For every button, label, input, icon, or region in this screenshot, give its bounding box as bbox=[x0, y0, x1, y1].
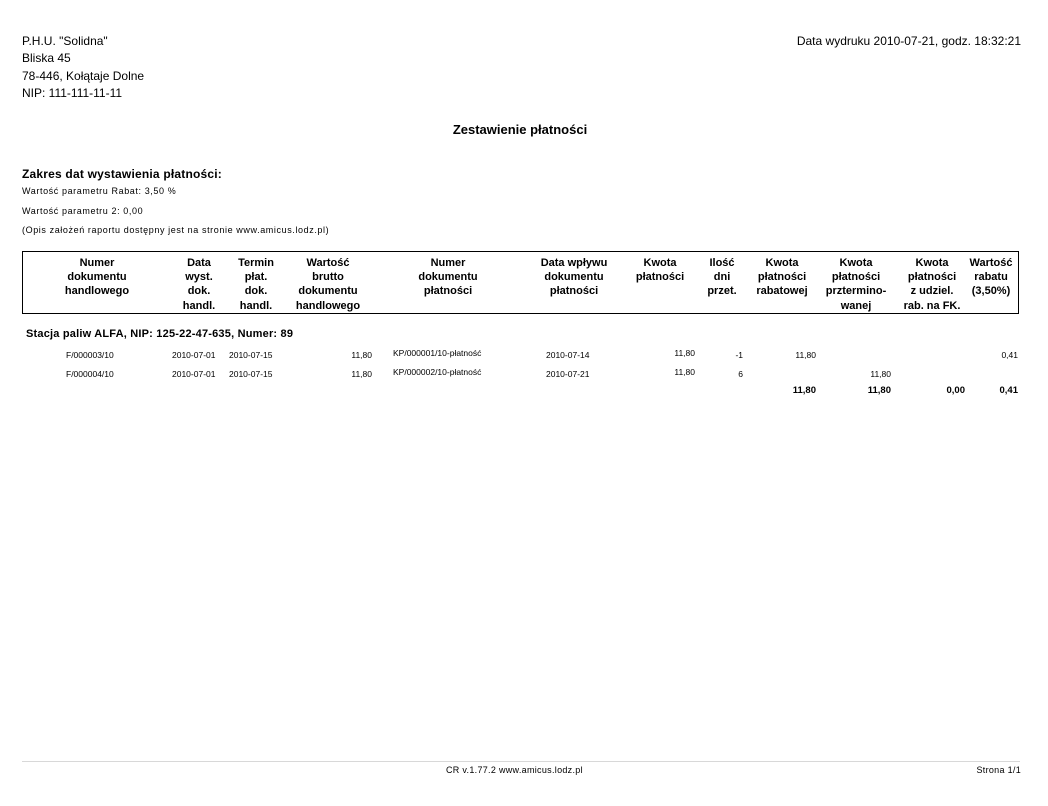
report-description-note: (Opis założeń raportu dostępny jest na stronie www.amicus.lodz.pl) bbox=[22, 225, 330, 235]
total-discount-amount: 11,80 bbox=[792, 385, 816, 396]
footer-version: CR v.1.77.2 www.amicus.lodz.pl bbox=[446, 765, 583, 775]
col-header-discount-value: Wartość rabatu (3,50%) bbox=[969, 257, 1013, 298]
footer-page-number: Strona 1/1 bbox=[976, 765, 1021, 775]
cell-due-date: 2010-07-15 bbox=[229, 369, 273, 379]
cell-discount-amount: 11,80 bbox=[795, 350, 816, 360]
cell-doc-no: F/000003/10 bbox=[66, 350, 114, 360]
cell-overdue-amount: 11,80 bbox=[870, 369, 891, 379]
cell-doc-no: F/000004/10 bbox=[66, 369, 114, 379]
cell-gross: 11,80 bbox=[351, 350, 372, 360]
cell-payment-date: 2010-07-21 bbox=[546, 369, 590, 379]
col-header-issue-date: Data wyst. dok. handl. bbox=[182, 257, 216, 312]
cell-days: 6 bbox=[738, 369, 743, 379]
cell-due-date: 2010-07-15 bbox=[229, 350, 273, 360]
cell-issue-date: 2010-07-01 bbox=[172, 369, 216, 379]
group-header: Stacja paliw ALFA, NIP: 125-22-47-635, Numer: 89 bbox=[26, 328, 294, 340]
print-date: Data wydruku 2010-07-21, godz. 18:32:21 bbox=[796, 34, 1021, 48]
cell-payment-doc: KP/000001/10-płatność bbox=[393, 348, 482, 358]
col-header-overdue-amount: Kwota płatności prztermino- wanej bbox=[825, 257, 887, 312]
col-header-due-date: Termin płat. dok. handl. bbox=[238, 257, 274, 312]
total-fk-amount: 0,00 bbox=[946, 385, 965, 396]
date-range-title: Zakres dat wystawienia płatności: bbox=[22, 167, 223, 181]
company-name: P.H.U. "Solidna" bbox=[22, 34, 108, 48]
company-city: 78-446, Kołątaje Dolne bbox=[22, 69, 145, 83]
cell-amount: 11,80 bbox=[674, 367, 695, 377]
footer-divider bbox=[22, 761, 1020, 762]
cell-issue-date: 2010-07-01 bbox=[172, 350, 216, 360]
company-nip: NIP: 111-111-11-11 bbox=[22, 86, 123, 100]
total-overdue-amount: 11,80 bbox=[867, 385, 891, 396]
cell-gross: 11,80 bbox=[351, 369, 372, 379]
cell-amount: 11,80 bbox=[674, 348, 695, 358]
company-street: Bliska 45 bbox=[22, 51, 71, 65]
col-header-payment-doc: Numer dokumentu płatności bbox=[418, 257, 478, 298]
param-2: Wartość parametru 2: 0,00 bbox=[22, 206, 144, 216]
col-header-payment-date: Data wpływu dokumentu płatności bbox=[540, 257, 608, 298]
col-header-fk-amount: Kwota płatności z udziel. rab. na FK. bbox=[903, 257, 961, 312]
table-header bbox=[22, 251, 1019, 314]
total-discount-value: 0,41 bbox=[999, 385, 1018, 396]
col-header-gross: Wartość brutto dokumentu handlowego bbox=[295, 257, 361, 312]
col-header-days: Ilość dni przet. bbox=[707, 257, 737, 298]
param-discount: Wartość parametru Rabat: 3,50 % bbox=[22, 186, 177, 196]
col-header-doc-no: Numer dokumentu handlowego bbox=[64, 257, 130, 298]
col-header-amount: Kwota płatności bbox=[635, 257, 685, 284]
cell-discount-value: 0,41 bbox=[1001, 350, 1018, 360]
cell-payment-doc: KP/000002/10-płatność bbox=[393, 367, 482, 377]
report-title: Zestawienie płatności bbox=[452, 122, 588, 137]
cell-payment-date: 2010-07-14 bbox=[546, 350, 590, 360]
col-header-discount-amount: Kwota płatności rabatowej bbox=[756, 257, 808, 298]
cell-days: -1 bbox=[735, 350, 743, 360]
